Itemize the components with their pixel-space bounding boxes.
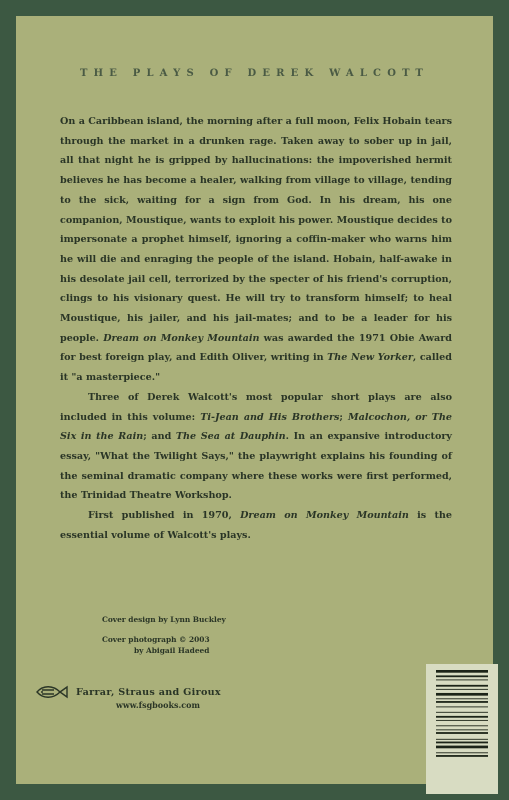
magazine-title: The New Yorker xyxy=(327,352,413,364)
blurb-paragraph-1: On a Caribbean island, the morning after a full moon, Felix Hobain tears through the market in a drunken rage. Taken away to sober up in jail, all that night he is gripped by hallucinations: the impoverished hermit believes he has become a healer, walking from village to village, tending to the sick, waiting for a sign from God. In his dream, his one companion, Moustique, wants to exploit his power. Moustique decides to impersonate a prophet himself, ignoring a coffin-maker who warns him he will die and enraging the people of the island. Hobain, half-awake in his desolate jail cell, terrorized by the specter of his friend's corruption, clings to his visionary quest. He will try to transform himself; to heal Moustique, his jailer, and his jail-mates; and to be a leader for his people. Dream on Monkey Mountain was awarded the 1971 Obie Award for best foreign play, and Edith Oliver, writing in The New Yorker, called it "a masterpiece." xyxy=(60,116,453,384)
barcode-bar xyxy=(436,716,488,718)
barcode-bar xyxy=(436,693,488,696)
barcode-bar xyxy=(436,675,488,677)
barcode-bar xyxy=(436,725,488,726)
barcode-bar xyxy=(436,755,488,757)
blurb xyxy=(60,112,452,545)
blurb-paragraph-2: Three of Derek Walcott's most popular short plays are also included in this volume: Ti-Jean and His Brothers; Malcochon, or The Six in the Rain; and The Sea at Dauphin. In an expansive introductory essay, "What the Twilight Says," the playwright explains his founding of the seminal dramatic company where these works were first performed, the Trinidad Theatre Workshop. xyxy=(60,391,452,502)
barcode-bar xyxy=(436,720,488,721)
barcode-bar xyxy=(436,752,488,753)
barcode-bar xyxy=(436,679,488,680)
blurb-paragraph-3: First published in 1970, Dream on Monkey Mountain is the essential volume of Walcott's plays. xyxy=(60,510,452,541)
fsg-fish-logo-icon xyxy=(34,682,70,702)
publisher-url: www.fsgbooks.com xyxy=(116,700,200,710)
text-panel xyxy=(16,16,493,784)
barcode-bar xyxy=(436,706,488,707)
cover-credits xyxy=(102,614,226,656)
barcode xyxy=(426,664,498,794)
barcode-bar xyxy=(436,742,488,744)
barcode-bar xyxy=(436,701,488,703)
barcode-bar xyxy=(436,732,488,734)
publisher-name: Farrar, Straus and Giroux xyxy=(76,686,221,698)
cover-photo-credit-name: by Abigail Hadeed xyxy=(134,646,210,655)
play-title: The Sea at Dauphin xyxy=(175,431,286,443)
barcode-bar xyxy=(436,746,488,749)
cover-photo-credit: Cover photograph © 2003 xyxy=(102,635,210,644)
publisher-block xyxy=(34,682,221,702)
play-title: Dream on Monkey Mountain xyxy=(103,332,260,344)
play-title: Dream on Monkey Mountain xyxy=(240,510,409,522)
play-title: Malcochon, or The Six in the Rain xyxy=(60,411,452,443)
series-title: THE PLAYS OF DEREK WALCOTT xyxy=(79,68,430,79)
barcode-bar xyxy=(436,729,488,730)
barcode-bar xyxy=(436,698,488,699)
cover-design-credit: Cover design by Lynn Buckley xyxy=(102,615,226,624)
barcode-bar xyxy=(436,670,488,673)
barcode-bar xyxy=(436,689,488,690)
barcode-bar xyxy=(436,712,488,713)
play-title: Ti-Jean and His Brothers xyxy=(200,411,340,423)
barcode-bar xyxy=(436,685,488,687)
barcode-bar xyxy=(436,739,488,740)
